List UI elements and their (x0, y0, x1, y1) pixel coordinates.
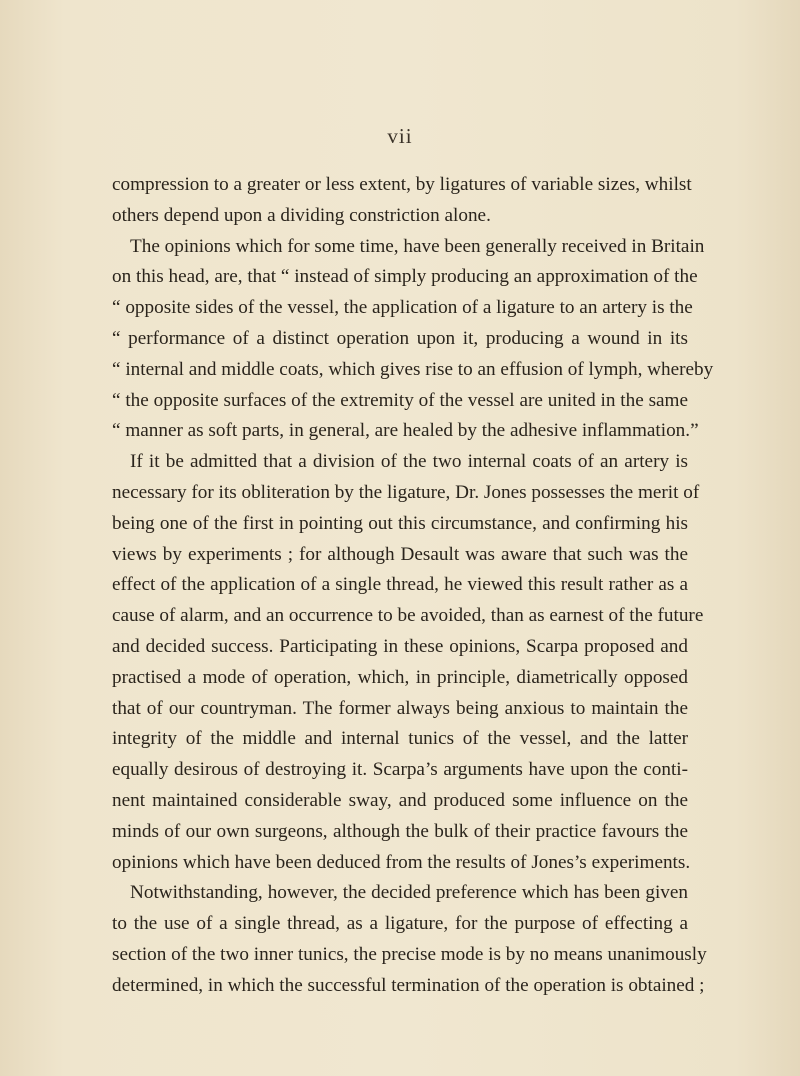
text-line: views by experiments ; for although Desault was aware that such was the (112, 543, 688, 565)
text-line: necessary for its obliteration by the ligature, Dr. Jones possesses the merit of (112, 481, 700, 503)
text-line: on this head, are, that “ instead of simply producing an approximation of the (112, 266, 698, 288)
text-line: to the use of a single thread, as a ligature, for the purpose of effecting a (112, 913, 688, 935)
text-line: section of the two inner tunics, the precise mode is by no means unanimously (112, 943, 707, 965)
text-line: effect of the application of a single thread, he viewed this result rather as a (112, 574, 688, 596)
text-line: determined, in which the successful termination of the operation is obtained ; (112, 974, 705, 996)
text-line: The opinions which for some time, have been generally received in Britain (130, 235, 705, 257)
text-line: “ the opposite surfaces of the extremity of the vessel are united in the same (112, 389, 688, 411)
text-line: Notwithstanding, however, the decided preference which has been given (130, 882, 688, 904)
text-line: integrity of the middle and internal tunics of the vessel, and the latter (112, 728, 688, 750)
text-line: cause of alarm, and an occurrence to be avoided, than as earnest of the future (112, 605, 704, 627)
text-line: If it be admitted that a division of the two internal coats of an artery is (130, 451, 688, 473)
text-line: nent maintained considerable sway, and produced some influence on the (112, 789, 688, 811)
text-line: “ opposite sides of the vessel, the application of a ligature to an artery is the (112, 297, 693, 319)
page-number: vii (387, 124, 413, 148)
text-line: “ internal and middle coats, which gives rise to an effusion of lymph, whereby (112, 358, 714, 380)
text-line: others depend upon a dividing constriction alone. (112, 204, 491, 226)
body-text (112, 170, 714, 1002)
text-line: “ performance of a distinct operation upon it, producing a wound in its (112, 327, 688, 349)
text-line: practised a mode of operation, which, in principle, diametrically opposed (112, 666, 688, 688)
text-line: that of our countryman. The former always being anxious to maintain the (112, 697, 688, 719)
text-line: minds of our own surgeons, although the bulk of their practice favours the (112, 820, 688, 842)
text-line: opinions which have been deduced from the results of Jones’s experiments. (112, 851, 691, 873)
text-line: and decided success. Participating in these opinions, Scarpa proposed and (112, 635, 688, 657)
text-line: compression to a greater or less extent, by ligatures of variable sizes, whilst (112, 174, 692, 195)
text-line: being one of the first in pointing out this circumstance, and confirming his (112, 512, 688, 534)
text-line: equally desirous of destroying it. Scarpa’s arguments have upon the conti- (112, 759, 688, 781)
text-line: “ manner as soft parts, in general, are healed by the adhesive inflammation.” (112, 420, 699, 442)
